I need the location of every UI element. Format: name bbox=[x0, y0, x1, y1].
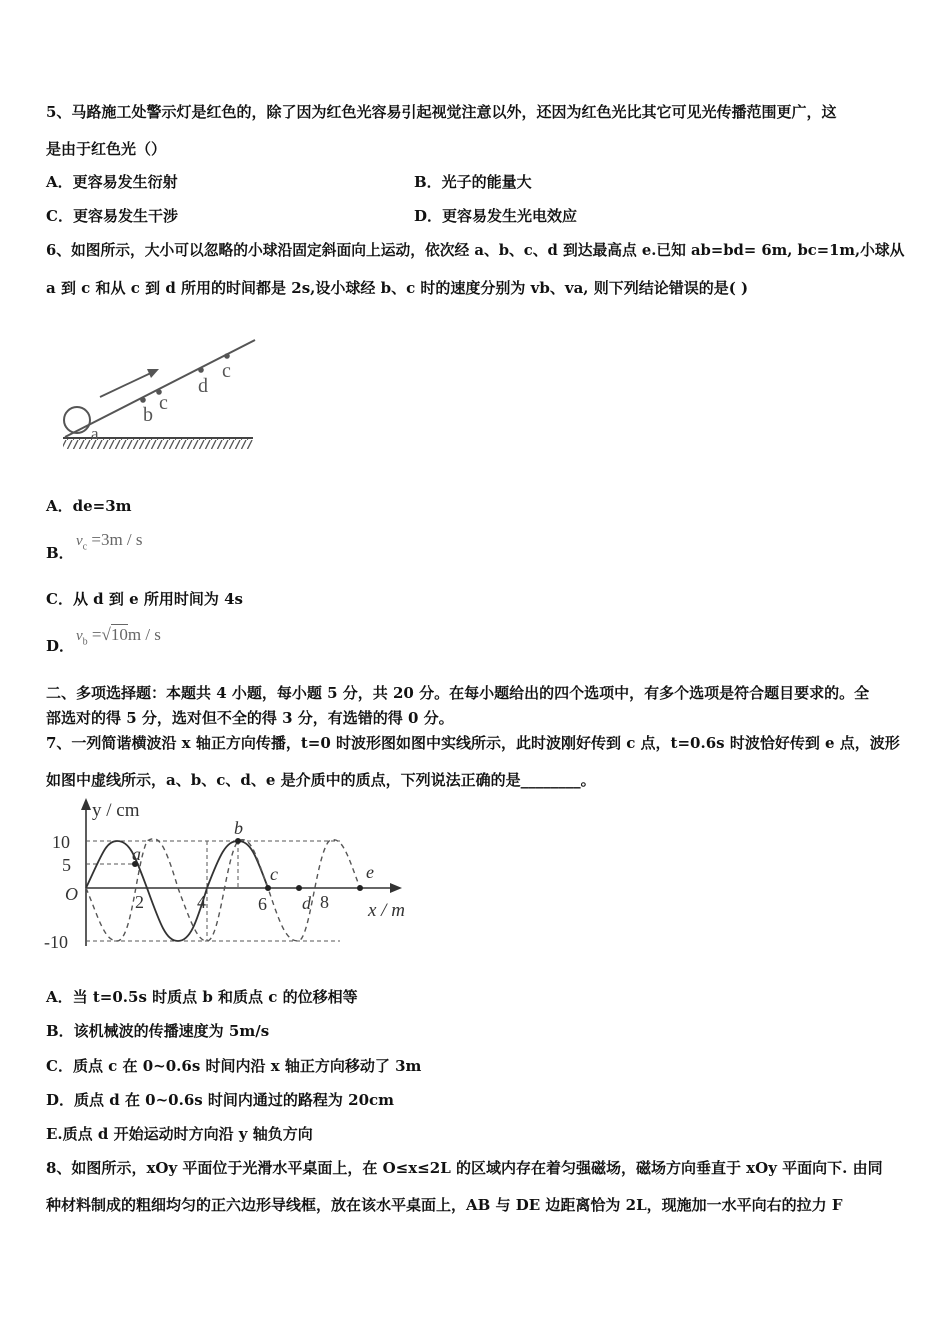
label-c: c bbox=[159, 392, 168, 414]
q6-stem-line1: 6、如图所示，大小可以忽略的小球沿固定斜面向上运动，依次经 a、b、c、d 到达最高点 e.已知 ab=bd= 6m, bc=1m,小球从 bbox=[46, 242, 905, 259]
q6-option-a: A．de=3m bbox=[46, 497, 132, 515]
q5-stem-line1: 5、马路施工处警示灯是红色的，除了因为红色光容易引起视觉注意以外，还因为红色光比其它可见光传播范围更广，这 bbox=[46, 103, 837, 121]
x-tick-4: 4 bbox=[197, 892, 206, 912]
point-e-dot bbox=[224, 353, 230, 359]
q7-option-b: B．该机械波的传播速度为 5m/s bbox=[46, 1022, 270, 1040]
label-e: e bbox=[366, 862, 374, 882]
sqrt-icon: √ bbox=[101, 625, 111, 644]
q6-option-d-label: D． bbox=[46, 637, 75, 655]
q7-stem-line1: 7、一列简谐横波沿 x 轴正方向传播，t=0 时波形图如图中实线所示，此时波刚好传到 c 点，t=0.6s 时波恰好传到 e 点，波形 bbox=[46, 734, 900, 752]
var-v: v bbox=[76, 533, 83, 549]
label-d: d bbox=[302, 893, 311, 913]
point-d-dot bbox=[198, 367, 204, 373]
incline-figure bbox=[55, 330, 265, 455]
x-tick-2: 2 bbox=[135, 892, 144, 912]
y-tick-5: 5 bbox=[62, 855, 71, 875]
formula-d-unit: m / s bbox=[127, 625, 161, 644]
q5-option-c: C．更容易发生干涉 bbox=[46, 207, 178, 225]
formula-d-eq: = bbox=[91, 625, 102, 644]
q7-option-d: D．质点 d 在 0~0.6s 时间内通过的路程为 20cm bbox=[46, 1091, 395, 1109]
point-b-dot bbox=[235, 838, 241, 844]
y-axis-arrowhead bbox=[81, 798, 91, 810]
label-b: b bbox=[143, 404, 153, 426]
y-tick-10: 10 bbox=[52, 832, 70, 852]
label-a: a bbox=[132, 844, 141, 864]
wave-dashed bbox=[86, 839, 360, 941]
label-d: d bbox=[198, 375, 208, 397]
q5-stem-line2: 是由于红色光（） bbox=[46, 140, 167, 158]
point-b-dot bbox=[140, 397, 146, 403]
label-b: b bbox=[234, 818, 243, 838]
x-axis-label: x / m bbox=[368, 900, 405, 921]
q8-stem-line2: 种材料制成的粗细均匀的正六边形导线框，放在该水平桌面上，AB 与 DE 边距离恰为 2L，现施加一水平向右的拉力 F bbox=[46, 1196, 843, 1214]
y-axis-label: y / cm bbox=[92, 800, 140, 821]
q6-option-b-label: B． bbox=[46, 544, 74, 562]
sub-b: b bbox=[82, 636, 88, 648]
radicand: 10 bbox=[110, 625, 128, 644]
formula-b-rhs: =3m / s bbox=[91, 530, 143, 549]
y-tick-neg10: -10 bbox=[44, 932, 68, 952]
q6-option-c: C．从 d 到 e 所用时间为 4s bbox=[46, 590, 243, 608]
x-axis-arrowhead bbox=[390, 883, 402, 893]
q7-option-c: C．质点 c 在 0~0.6s 时间内沿 x 轴正方向移动了 3m bbox=[46, 1057, 422, 1075]
label-e: c bbox=[222, 360, 231, 382]
wave-figure bbox=[40, 796, 420, 956]
label-c: c bbox=[270, 864, 278, 884]
q5-option-d: D．更容易发生光电效应 bbox=[414, 207, 578, 225]
q7-option-e: E.质点 d 开始运动时方向沿 y 轴负方向 bbox=[46, 1125, 313, 1143]
q8-stem-line1: 8、如图所示，xOy 平面位于光滑水平桌面上，在 O≤x≤2L 的区域内存在着匀强磁场，磁场方向垂直于 xOy 平面向下. 由同 bbox=[46, 1159, 883, 1177]
x-tick-8: 8 bbox=[320, 892, 329, 912]
section2-heading-line2: 部选对的得 5 分，选对但不全的得 3 分，有选错的得 0 分。 bbox=[46, 709, 454, 727]
ball bbox=[64, 407, 90, 433]
label-a: a bbox=[91, 424, 99, 443]
x-tick-6: 6 bbox=[258, 894, 267, 914]
q5-option-a: A．更容易发生衍射 bbox=[46, 173, 178, 191]
q7-stem-line2: 如图中虚线所示，a、b、c、d、e 是介质中的质点，下列说法正确的是________。 bbox=[46, 771, 596, 789]
wave-solid bbox=[86, 841, 268, 941]
q6-option-b-formula bbox=[76, 530, 143, 552]
point-e-dot bbox=[357, 885, 363, 891]
q7-option-a: A．当 t=0.5s 时质点 b 和质点 c 的位移相等 bbox=[46, 988, 358, 1006]
q6-stem-line2: a 到 c 和从 c 到 d 所用的时间都是 2s,设小球经 b、c 时的速度分别为 vb、va, 则下列结论错误的是( ) bbox=[46, 279, 749, 297]
section2-heading-line1: 二、多项选择题：本题共 4 小题，每小题 5 分，共 20 分。在每小题给出的四个选项中，有多个选项是符合题目要求的。全 bbox=[46, 684, 870, 702]
origin-label: O bbox=[65, 884, 78, 904]
var-v: v bbox=[76, 628, 83, 644]
point-d-dot bbox=[296, 885, 302, 891]
q6-option-d-formula bbox=[76, 625, 161, 647]
motion-arrow bbox=[100, 372, 153, 397]
sub-c: c bbox=[82, 541, 88, 553]
q5-option-b: B．光子的能量大 bbox=[414, 173, 532, 191]
point-c-dot bbox=[265, 885, 271, 891]
